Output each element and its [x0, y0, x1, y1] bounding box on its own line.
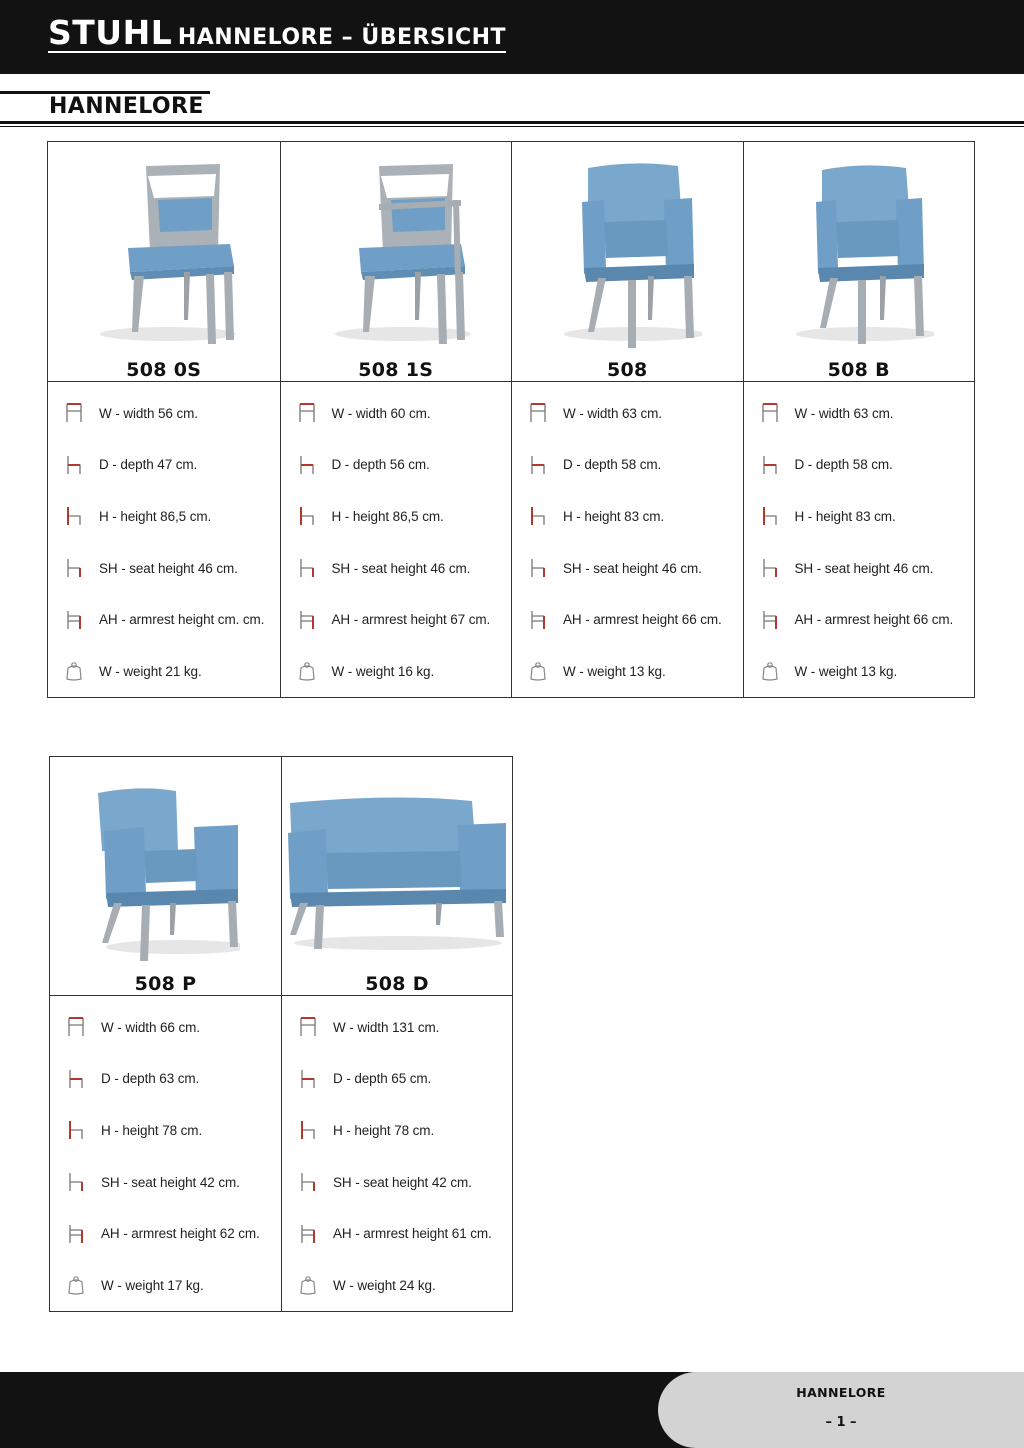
spec-text: H - height 83 cm.	[794, 508, 896, 524]
side-chair-illustration	[88, 156, 238, 348]
spec-text: H - height 86,5 cm.	[331, 508, 444, 524]
depth-icon	[66, 1068, 86, 1090]
armrest-height-icon	[66, 1223, 86, 1245]
spec-text: D - depth 65 cm.	[333, 1071, 432, 1087]
spec-depth	[281, 439, 512, 491]
spec-armrest-height	[281, 594, 512, 646]
spec-list	[512, 382, 743, 697]
lounge-armchair-illustration	[90, 771, 240, 963]
spec-width	[48, 387, 280, 439]
spec-armrest-height	[512, 594, 743, 646]
spec-text: W - width 63 cm.	[563, 405, 662, 421]
section-rule	[0, 121, 1024, 124]
spec-seat-height	[50, 1156, 281, 1208]
spec-seat-height	[744, 542, 975, 594]
footer-bar	[0, 1372, 1024, 1448]
armrest-height-icon	[64, 609, 84, 631]
spec-text: H - height 86,5 cm.	[99, 508, 212, 524]
product-table-2	[49, 756, 513, 1312]
product-image-cell	[744, 142, 975, 382]
spec-text: W - weight 24 kg.	[333, 1277, 436, 1293]
height-icon	[298, 1119, 318, 1141]
spec-text: W - weight 13 kg.	[563, 663, 666, 679]
spec-armrest-height	[744, 594, 975, 646]
depth-icon	[297, 454, 317, 476]
product-card-508-d	[281, 757, 512, 1311]
spec-text: AH - armrest height 61 cm.	[333, 1226, 492, 1242]
armrest-height-icon	[297, 609, 317, 631]
footer-name: HANNELORE	[796, 1385, 886, 1400]
spec-text: AH - armrest height 66 cm.	[794, 612, 954, 628]
weight-icon	[64, 660, 84, 682]
spec-text: W - width 66 cm.	[101, 1019, 200, 1035]
spec-text: W - weight 21 kg.	[99, 663, 202, 679]
spec-text: D - depth 63 cm.	[101, 1071, 200, 1087]
spec-text: W - width 63 cm.	[794, 405, 894, 421]
spec-text: SH - seat height 46 cm.	[331, 560, 471, 576]
spec-width	[282, 1001, 512, 1053]
product-card-508-1s	[280, 142, 512, 697]
spec-depth	[512, 439, 743, 491]
weight-icon	[66, 1274, 86, 1296]
height-icon	[760, 505, 780, 527]
width-icon	[760, 402, 780, 424]
spec-seat-height	[281, 542, 512, 594]
seat-height-icon	[760, 557, 780, 579]
armrest-height-icon	[528, 609, 548, 631]
width-icon	[298, 1016, 318, 1038]
spec-seat-height	[48, 542, 280, 594]
spec-height	[48, 491, 280, 543]
title-main: STUHL	[48, 13, 173, 52]
tub-armchair-illustration	[784, 156, 934, 348]
spec-text: SH - seat height 46 cm.	[99, 560, 238, 576]
width-icon	[297, 402, 317, 424]
spec-text: SH - seat height 46 cm.	[563, 560, 702, 576]
header-bar	[0, 0, 1024, 74]
spec-text: H - height 83 cm.	[563, 508, 665, 524]
spec-height	[50, 1105, 281, 1157]
spec-list	[281, 382, 512, 697]
armrest-height-icon	[298, 1223, 318, 1245]
spec-text: W - weight 17 kg.	[101, 1277, 204, 1293]
spec-height	[281, 491, 512, 543]
spec-weight	[281, 645, 512, 697]
spec-text: W - weight 16 kg.	[331, 663, 435, 679]
seat-height-icon	[66, 1171, 86, 1193]
spec-armrest-height	[282, 1208, 512, 1260]
spec-width	[281, 387, 512, 439]
spec-text: AH - armrest height cm. cm.	[99, 612, 265, 628]
spec-list	[744, 382, 975, 697]
spec-weight	[512, 645, 743, 697]
spec-width	[744, 387, 975, 439]
spec-weight	[48, 645, 280, 697]
seat-height-icon	[297, 557, 317, 579]
sofa-illustration	[286, 793, 510, 953]
width-icon	[64, 402, 84, 424]
spec-height	[744, 491, 975, 543]
spec-text: AH - armrest height 66 cm.	[563, 612, 722, 628]
model-name: 508 0S	[126, 359, 202, 382]
spec-text: W - width 60 cm.	[331, 405, 431, 421]
spec-depth	[50, 1053, 281, 1105]
spec-text: D - depth 58 cm.	[563, 457, 662, 473]
section-rule-thin	[0, 126, 1024, 127]
spec-weight	[282, 1259, 512, 1311]
armrest-height-icon	[760, 609, 780, 631]
spec-list	[50, 996, 281, 1311]
tub-armchair-illustration	[552, 156, 702, 348]
product-image-cell	[282, 757, 512, 996]
height-icon	[64, 505, 84, 527]
section-title: HANNELORE	[49, 94, 204, 119]
spec-text: W - width 56 cm.	[99, 405, 198, 421]
spec-list	[282, 996, 512, 1311]
weight-icon	[298, 1274, 318, 1296]
spec-list	[48, 382, 280, 697]
weight-icon	[760, 660, 780, 682]
spec-text: W - weight 13 kg.	[794, 663, 898, 679]
spec-height	[282, 1105, 512, 1157]
seat-height-icon	[528, 557, 548, 579]
spec-text: W - width 131 cm.	[333, 1019, 440, 1035]
spec-armrest-height	[50, 1208, 281, 1260]
width-icon	[66, 1016, 86, 1038]
spec-weight	[50, 1259, 281, 1311]
spec-text: H - height 78 cm.	[333, 1122, 435, 1138]
product-table-1	[47, 141, 975, 698]
depth-icon	[528, 454, 548, 476]
product-image-cell	[48, 142, 280, 382]
spec-text: SH - seat height 42 cm.	[101, 1174, 240, 1190]
height-icon	[66, 1119, 86, 1141]
spec-text: AH - armrest height 62 cm.	[101, 1226, 260, 1242]
weight-icon	[528, 660, 548, 682]
spec-weight	[744, 645, 975, 697]
spec-text: H - height 78 cm.	[101, 1122, 203, 1138]
weight-icon	[297, 660, 317, 682]
spec-height	[512, 491, 743, 543]
depth-icon	[64, 454, 84, 476]
spec-depth	[744, 439, 975, 491]
depth-icon	[298, 1068, 318, 1090]
product-card-508-b	[743, 142, 975, 697]
spec-seat-height	[282, 1156, 512, 1208]
spec-armrest-height	[48, 594, 280, 646]
footer-tab	[658, 1372, 1024, 1448]
spec-text: AH - armrest height 67 cm.	[331, 612, 491, 628]
height-icon	[297, 505, 317, 527]
title-sub: HANNELORE – ÜBERSICHT	[177, 25, 507, 50]
product-card-508-p	[50, 757, 281, 1311]
product-image-cell	[281, 142, 512, 382]
spec-text: D - depth 47 cm.	[99, 457, 198, 473]
page-number: – 1 –	[825, 1415, 857, 1430]
seat-height-icon	[298, 1171, 318, 1193]
spec-text: D - depth 56 cm.	[331, 457, 430, 473]
seat-height-icon	[64, 557, 84, 579]
armchair-open-illustration	[321, 156, 471, 348]
width-icon	[528, 402, 548, 424]
product-image-cell	[50, 757, 281, 996]
spec-text: D - depth 58 cm.	[794, 457, 893, 473]
spec-seat-height	[512, 542, 743, 594]
product-image-cell	[512, 142, 743, 382]
spec-text: SH - seat height 46 cm.	[794, 560, 934, 576]
spec-depth	[282, 1053, 512, 1105]
model-name: 508 P	[134, 973, 197, 996]
depth-icon	[760, 454, 780, 476]
spec-width	[50, 1001, 281, 1053]
height-icon	[528, 505, 548, 527]
model-name: 508 1S	[358, 359, 434, 382]
model-name: 508	[606, 359, 648, 382]
model-name: 508 B	[827, 359, 890, 382]
model-name: 508 D	[365, 973, 429, 996]
spec-text: SH - seat height 42 cm.	[333, 1174, 472, 1190]
product-card-508-0s	[48, 142, 280, 697]
page-title	[48, 13, 507, 53]
product-card-508	[511, 142, 743, 697]
spec-depth	[48, 439, 280, 491]
spec-width	[512, 387, 743, 439]
